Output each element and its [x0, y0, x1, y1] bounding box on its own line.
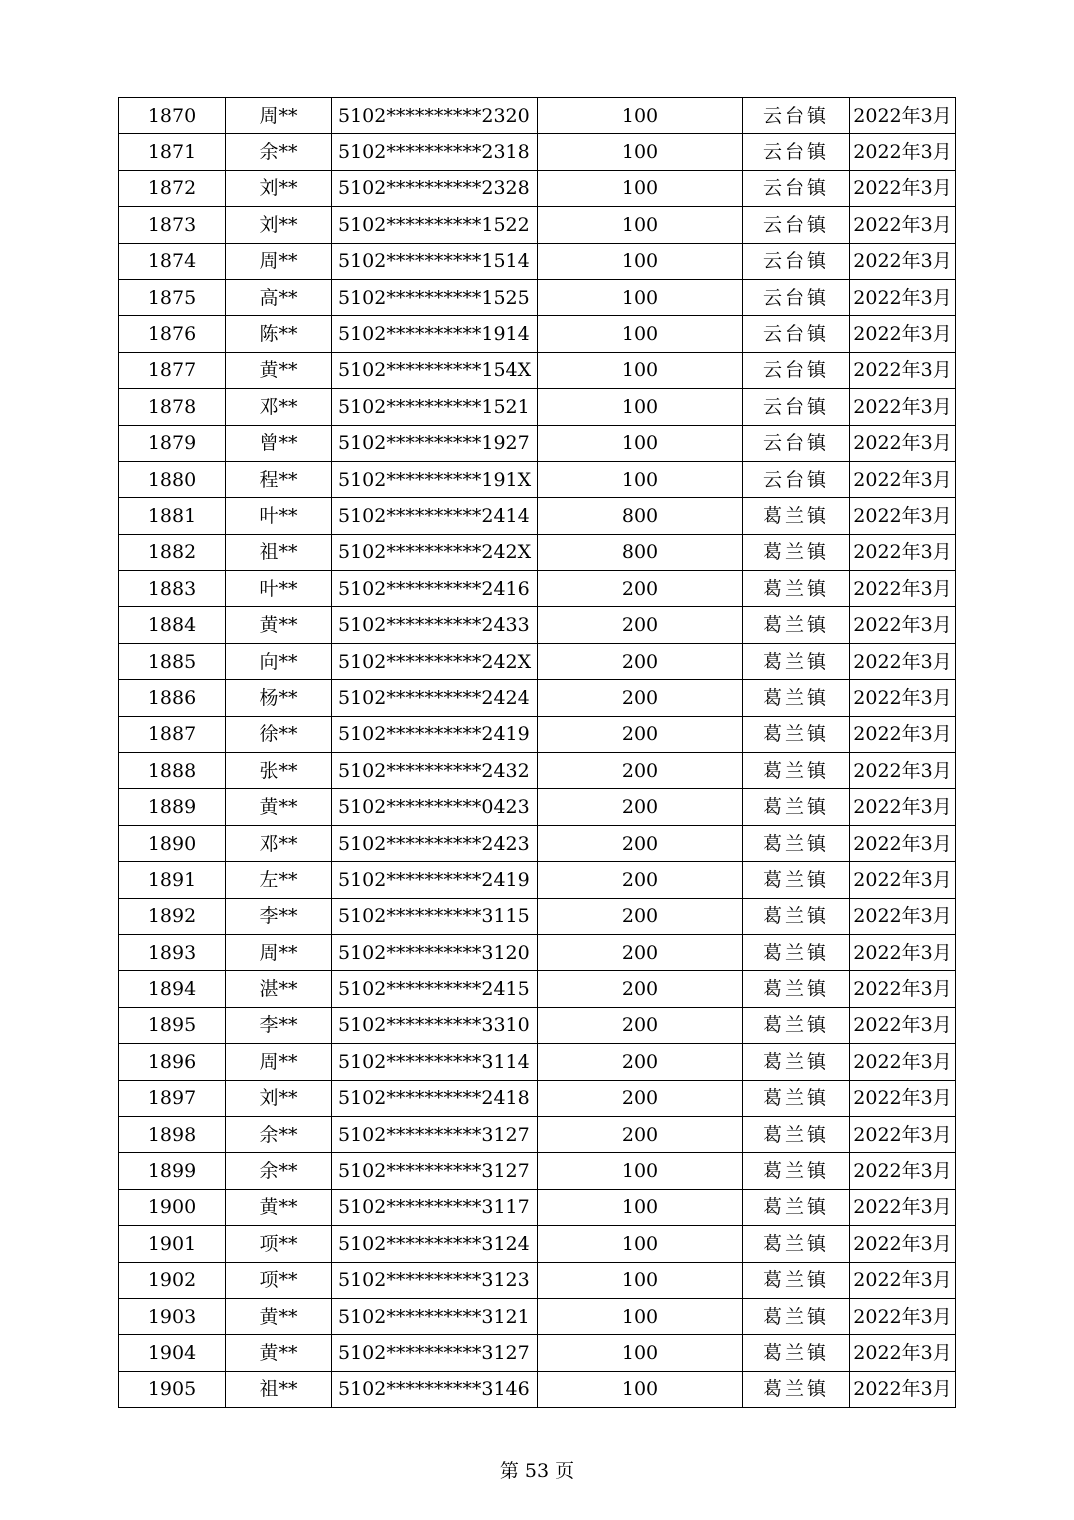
date-cell: 2022年3月 — [850, 243, 956, 279]
table-row — [119, 716, 956, 752]
amount-cell: 100 — [538, 316, 743, 352]
table-row — [119, 1007, 956, 1043]
serial-number-cell: 1897 — [119, 1080, 226, 1116]
name-cell: 周** — [226, 98, 332, 134]
amount-cell: 100 — [538, 352, 743, 388]
id-card-cell: 5102**********0423 — [332, 789, 538, 825]
town-cell: 葛兰镇 — [743, 1116, 850, 1152]
amount-cell: 200 — [538, 971, 743, 1007]
name-cell: 余** — [226, 1153, 332, 1189]
date-cell: 2022年3月 — [850, 1007, 956, 1043]
table-row — [119, 898, 956, 934]
date-cell: 2022年3月 — [850, 316, 956, 352]
table-row — [119, 825, 956, 861]
town-cell: 葛兰镇 — [743, 534, 850, 570]
table-row — [119, 680, 956, 716]
town-cell: 葛兰镇 — [743, 1262, 850, 1298]
date-cell: 2022年3月 — [850, 789, 956, 825]
records-table-body — [119, 98, 956, 1408]
amount-cell: 100 — [538, 461, 743, 497]
date-cell: 2022年3月 — [850, 1080, 956, 1116]
id-card-cell: 5102**********2418 — [332, 1080, 538, 1116]
serial-number-cell: 1893 — [119, 934, 226, 970]
town-cell: 葛兰镇 — [743, 1298, 850, 1334]
town-cell: 云台镇 — [743, 98, 850, 134]
serial-number-cell: 1880 — [119, 461, 226, 497]
name-cell: 余** — [226, 134, 332, 170]
date-cell: 2022年3月 — [850, 170, 956, 206]
date-cell: 2022年3月 — [850, 279, 956, 315]
id-card-cell: 5102**********191X — [332, 461, 538, 497]
table-row — [119, 789, 956, 825]
name-cell: 项** — [226, 1262, 332, 1298]
name-cell: 曾** — [226, 425, 332, 461]
town-cell: 云台镇 — [743, 170, 850, 206]
amount-cell: 100 — [538, 425, 743, 461]
name-cell: 叶** — [226, 498, 332, 534]
records-table — [118, 97, 956, 1408]
name-cell: 高** — [226, 279, 332, 315]
serial-number-cell: 1885 — [119, 643, 226, 679]
id-card-cell: 5102**********1514 — [332, 243, 538, 279]
date-cell: 2022年3月 — [850, 753, 956, 789]
table-row — [119, 534, 956, 570]
id-card-cell: 5102**********1525 — [332, 279, 538, 315]
id-card-cell: 5102**********1522 — [332, 207, 538, 243]
table-row — [119, 1044, 956, 1080]
amount-cell: 100 — [538, 207, 743, 243]
date-cell: 2022年3月 — [850, 607, 956, 643]
name-cell: 陈** — [226, 316, 332, 352]
serial-number-cell: 1890 — [119, 825, 226, 861]
serial-number-cell: 1873 — [119, 207, 226, 243]
amount-cell: 100 — [538, 1153, 743, 1189]
name-cell: 刘** — [226, 1080, 332, 1116]
table-row — [119, 643, 956, 679]
name-cell: 程** — [226, 461, 332, 497]
serial-number-cell: 1889 — [119, 789, 226, 825]
town-cell: 葛兰镇 — [743, 716, 850, 752]
name-cell: 黄** — [226, 1298, 332, 1334]
serial-number-cell: 1899 — [119, 1153, 226, 1189]
town-cell: 葛兰镇 — [743, 971, 850, 1007]
date-cell: 2022年3月 — [850, 352, 956, 388]
id-card-cell: 5102**********1914 — [332, 316, 538, 352]
serial-number-cell: 1900 — [119, 1189, 226, 1225]
serial-number-cell: 1905 — [119, 1371, 226, 1407]
table-row — [119, 1226, 956, 1262]
amount-cell: 100 — [538, 134, 743, 170]
serial-number-cell: 1902 — [119, 1262, 226, 1298]
name-cell: 李** — [226, 898, 332, 934]
id-card-cell: 5102**********3123 — [332, 1262, 538, 1298]
amount-cell: 100 — [538, 98, 743, 134]
table-row — [119, 389, 956, 425]
serial-number-cell: 1886 — [119, 680, 226, 716]
name-cell: 邓** — [226, 389, 332, 425]
id-card-cell: 5102**********1521 — [332, 389, 538, 425]
amount-cell: 200 — [538, 643, 743, 679]
id-card-cell: 5102**********3117 — [332, 1189, 538, 1225]
name-cell: 李** — [226, 1007, 332, 1043]
name-cell: 周** — [226, 243, 332, 279]
town-cell: 云台镇 — [743, 389, 850, 425]
amount-cell: 100 — [538, 1189, 743, 1225]
date-cell: 2022年3月 — [850, 98, 956, 134]
amount-cell: 200 — [538, 789, 743, 825]
date-cell: 2022年3月 — [850, 571, 956, 607]
amount-cell: 200 — [538, 716, 743, 752]
table-row — [119, 862, 956, 898]
amount-cell: 100 — [538, 279, 743, 315]
amount-cell: 100 — [538, 1335, 743, 1371]
page-number: 第 53 页 — [499, 1460, 575, 1482]
id-card-cell: 5102**********2432 — [332, 753, 538, 789]
serial-number-cell: 1903 — [119, 1298, 226, 1334]
serial-number-cell: 1879 — [119, 425, 226, 461]
table-row — [119, 461, 956, 497]
town-cell: 葛兰镇 — [743, 862, 850, 898]
table-row — [119, 1298, 956, 1334]
serial-number-cell: 1883 — [119, 571, 226, 607]
date-cell: 2022年3月 — [850, 389, 956, 425]
serial-number-cell: 1878 — [119, 389, 226, 425]
date-cell: 2022年3月 — [850, 207, 956, 243]
name-cell: 周** — [226, 1044, 332, 1080]
town-cell: 云台镇 — [743, 134, 850, 170]
amount-cell: 200 — [538, 934, 743, 970]
id-card-cell: 5102**********3310 — [332, 1007, 538, 1043]
town-cell: 云台镇 — [743, 207, 850, 243]
serial-number-cell: 1901 — [119, 1226, 226, 1262]
serial-number-cell: 1896 — [119, 1044, 226, 1080]
id-card-cell: 5102**********2318 — [332, 134, 538, 170]
table-row — [119, 498, 956, 534]
town-cell: 云台镇 — [743, 425, 850, 461]
id-card-cell: 5102**********3127 — [332, 1116, 538, 1152]
date-cell: 2022年3月 — [850, 898, 956, 934]
table-row — [119, 352, 956, 388]
serial-number-cell: 1891 — [119, 862, 226, 898]
id-card-cell: 5102**********3146 — [332, 1371, 538, 1407]
serial-number-cell: 1870 — [119, 98, 226, 134]
town-cell: 云台镇 — [743, 316, 850, 352]
town-cell: 葛兰镇 — [743, 1044, 850, 1080]
town-cell: 云台镇 — [743, 279, 850, 315]
town-cell: 葛兰镇 — [743, 1226, 850, 1262]
serial-number-cell: 1884 — [119, 607, 226, 643]
date-cell: 2022年3月 — [850, 134, 956, 170]
table-row — [119, 607, 956, 643]
serial-number-cell: 1887 — [119, 716, 226, 752]
date-cell: 2022年3月 — [850, 643, 956, 679]
town-cell: 葛兰镇 — [743, 1335, 850, 1371]
town-cell: 葛兰镇 — [743, 898, 850, 934]
amount-cell: 100 — [538, 243, 743, 279]
table-row — [119, 571, 956, 607]
name-cell: 左** — [226, 862, 332, 898]
name-cell: 向** — [226, 643, 332, 679]
town-cell: 葛兰镇 — [743, 1189, 850, 1225]
name-cell: 周** — [226, 934, 332, 970]
serial-number-cell: 1888 — [119, 753, 226, 789]
date-cell: 2022年3月 — [850, 425, 956, 461]
table-row — [119, 1189, 956, 1225]
amount-cell: 800 — [538, 534, 743, 570]
amount-cell: 100 — [538, 389, 743, 425]
serial-number-cell: 1881 — [119, 498, 226, 534]
town-cell: 葛兰镇 — [743, 1007, 850, 1043]
date-cell: 2022年3月 — [850, 1298, 956, 1334]
date-cell: 2022年3月 — [850, 461, 956, 497]
town-cell: 葛兰镇 — [743, 825, 850, 861]
amount-cell: 800 — [538, 498, 743, 534]
amount-cell: 100 — [538, 1226, 743, 1262]
table-row — [119, 934, 956, 970]
id-card-cell: 5102**********2419 — [332, 862, 538, 898]
id-card-cell: 5102**********2419 — [332, 716, 538, 752]
amount-cell: 200 — [538, 898, 743, 934]
serial-number-cell: 1871 — [119, 134, 226, 170]
date-cell: 2022年3月 — [850, 1262, 956, 1298]
serial-number-cell: 1892 — [119, 898, 226, 934]
id-card-cell: 5102**********154X — [332, 352, 538, 388]
town-cell: 葛兰镇 — [743, 1371, 850, 1407]
name-cell: 杨** — [226, 680, 332, 716]
amount-cell: 200 — [538, 680, 743, 716]
town-cell: 云台镇 — [743, 352, 850, 388]
name-cell: 刘** — [226, 207, 332, 243]
amount-cell: 200 — [538, 571, 743, 607]
table-row — [119, 134, 956, 170]
amount-cell: 200 — [538, 825, 743, 861]
name-cell: 黄** — [226, 1335, 332, 1371]
serial-number-cell: 1877 — [119, 352, 226, 388]
serial-number-cell: 1875 — [119, 279, 226, 315]
amount-cell: 200 — [538, 862, 743, 898]
name-cell: 黄** — [226, 1189, 332, 1225]
name-cell: 叶** — [226, 571, 332, 607]
name-cell: 刘** — [226, 170, 332, 206]
name-cell: 祖** — [226, 534, 332, 570]
table-row — [119, 1080, 956, 1116]
table-row — [119, 316, 956, 352]
id-card-cell: 5102**********2328 — [332, 170, 538, 206]
id-card-cell: 5102**********3124 — [332, 1226, 538, 1262]
id-card-cell: 5102**********2415 — [332, 971, 538, 1007]
date-cell: 2022年3月 — [850, 498, 956, 534]
id-card-cell: 5102**********2433 — [332, 607, 538, 643]
town-cell: 葛兰镇 — [743, 680, 850, 716]
name-cell: 余** — [226, 1116, 332, 1152]
town-cell: 葛兰镇 — [743, 1080, 850, 1116]
table-row — [119, 279, 956, 315]
table-row — [119, 971, 956, 1007]
date-cell: 2022年3月 — [850, 1371, 956, 1407]
name-cell: 黄** — [226, 607, 332, 643]
id-card-cell: 5102**********3120 — [332, 934, 538, 970]
id-card-cell: 5102**********3114 — [332, 1044, 538, 1080]
town-cell: 葛兰镇 — [743, 498, 850, 534]
date-cell: 2022年3月 — [850, 971, 956, 1007]
date-cell: 2022年3月 — [850, 680, 956, 716]
town-cell: 云台镇 — [743, 461, 850, 497]
name-cell: 邓** — [226, 825, 332, 861]
id-card-cell: 5102**********3121 — [332, 1298, 538, 1334]
serial-number-cell: 1872 — [119, 170, 226, 206]
town-cell: 葛兰镇 — [743, 571, 850, 607]
date-cell: 2022年3月 — [850, 1226, 956, 1262]
amount-cell: 200 — [538, 1007, 743, 1043]
amount-cell: 100 — [538, 1298, 743, 1334]
date-cell: 2022年3月 — [850, 1044, 956, 1080]
amount-cell: 200 — [538, 1080, 743, 1116]
date-cell: 2022年3月 — [850, 1153, 956, 1189]
serial-number-cell: 1898 — [119, 1116, 226, 1152]
date-cell: 2022年3月 — [850, 1335, 956, 1371]
date-cell: 2022年3月 — [850, 534, 956, 570]
table-row — [119, 753, 956, 789]
town-cell: 葛兰镇 — [743, 1153, 850, 1189]
id-card-cell: 5102**********3127 — [332, 1335, 538, 1371]
name-cell: 黄** — [226, 789, 332, 825]
date-cell: 2022年3月 — [850, 934, 956, 970]
town-cell: 云台镇 — [743, 243, 850, 279]
amount-cell: 100 — [538, 1371, 743, 1407]
amount-cell: 200 — [538, 1116, 743, 1152]
id-card-cell: 5102**********3115 — [332, 898, 538, 934]
name-cell: 祖** — [226, 1371, 332, 1407]
serial-number-cell: 1894 — [119, 971, 226, 1007]
serial-number-cell: 1874 — [119, 243, 226, 279]
amount-cell: 200 — [538, 753, 743, 789]
table-row — [119, 170, 956, 206]
id-card-cell: 5102**********2414 — [332, 498, 538, 534]
amount-cell: 200 — [538, 1044, 743, 1080]
serial-number-cell: 1882 — [119, 534, 226, 570]
name-cell: 项** — [226, 1226, 332, 1262]
id-card-cell: 5102**********1927 — [332, 425, 538, 461]
table-row — [119, 98, 956, 134]
serial-number-cell: 1895 — [119, 1007, 226, 1043]
date-cell: 2022年3月 — [850, 1116, 956, 1152]
town-cell: 葛兰镇 — [743, 607, 850, 643]
name-cell: 湛** — [226, 971, 332, 1007]
date-cell: 2022年3月 — [850, 862, 956, 898]
amount-cell: 200 — [538, 607, 743, 643]
table-row — [119, 425, 956, 461]
town-cell: 葛兰镇 — [743, 753, 850, 789]
town-cell: 葛兰镇 — [743, 934, 850, 970]
id-card-cell: 5102**********242X — [332, 643, 538, 679]
date-cell: 2022年3月 — [850, 1189, 956, 1225]
id-card-cell: 5102**********2424 — [332, 680, 538, 716]
date-cell: 2022年3月 — [850, 716, 956, 752]
serial-number-cell: 1876 — [119, 316, 226, 352]
table-row — [119, 207, 956, 243]
serial-number-cell: 1904 — [119, 1335, 226, 1371]
amount-cell: 100 — [538, 170, 743, 206]
id-card-cell: 5102**********3127 — [332, 1153, 538, 1189]
table-row — [119, 1153, 956, 1189]
name-cell: 张** — [226, 753, 332, 789]
table-row — [119, 243, 956, 279]
id-card-cell: 5102**********2423 — [332, 825, 538, 861]
town-cell: 葛兰镇 — [743, 643, 850, 679]
table-row — [119, 1262, 956, 1298]
table-row — [119, 1335, 956, 1371]
table-row — [119, 1371, 956, 1407]
id-card-cell: 5102**********242X — [332, 534, 538, 570]
date-cell: 2022年3月 — [850, 825, 956, 861]
id-card-cell: 5102**********2320 — [332, 98, 538, 134]
name-cell: 黄** — [226, 352, 332, 388]
id-card-cell: 5102**********2416 — [332, 571, 538, 607]
amount-cell: 100 — [538, 1262, 743, 1298]
town-cell: 葛兰镇 — [743, 789, 850, 825]
table-row — [119, 1116, 956, 1152]
name-cell: 徐** — [226, 716, 332, 752]
